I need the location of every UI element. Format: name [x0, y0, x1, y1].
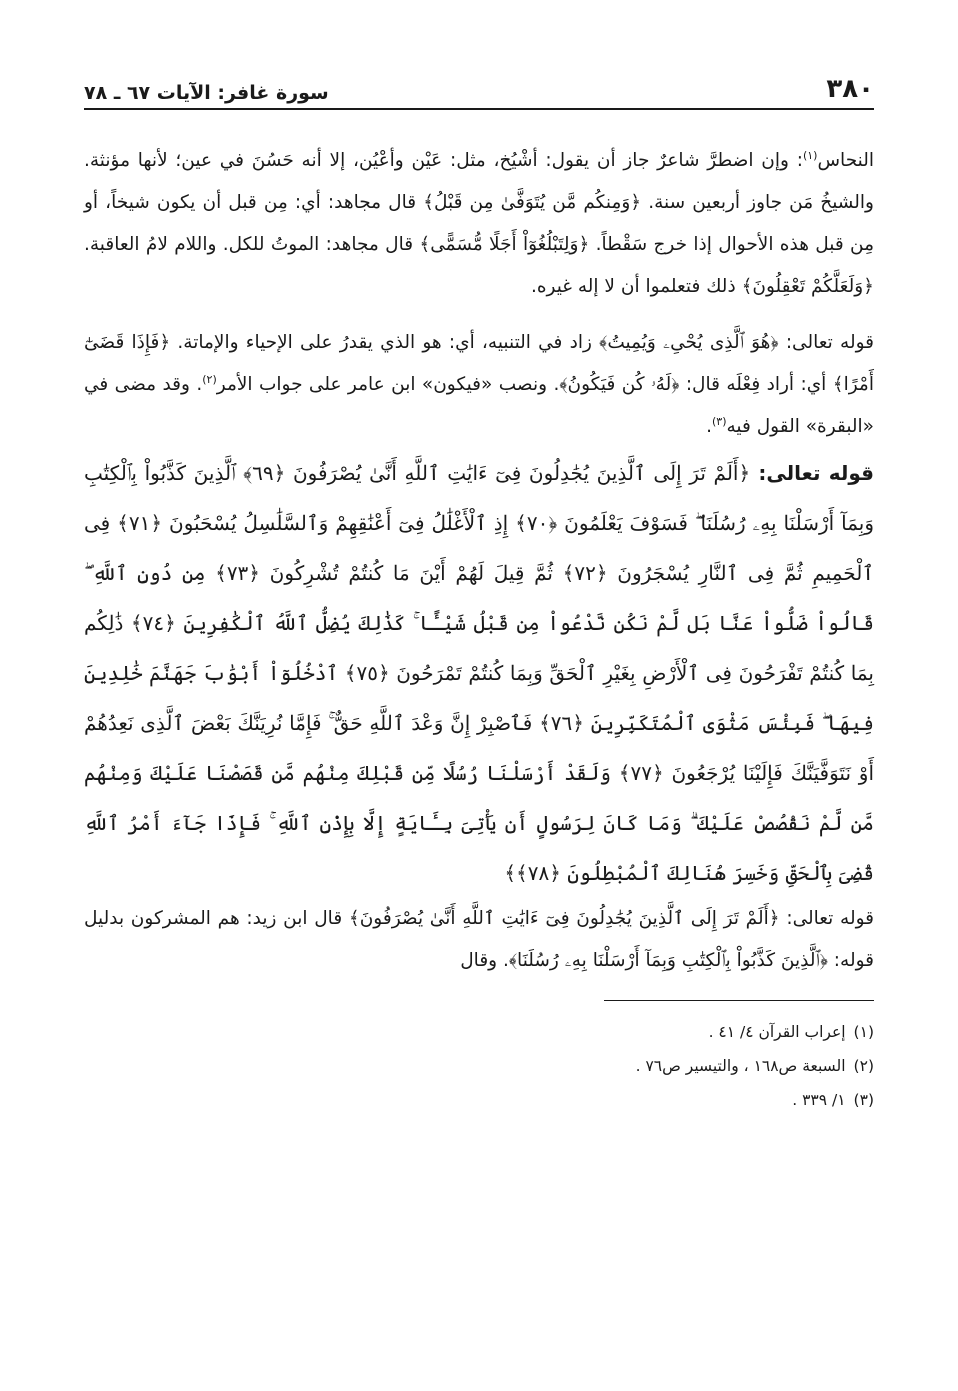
text-run: النحاس: [817, 150, 874, 171]
footnotes: [84, 1015, 874, 1117]
text-run: . وقد مضى في «البقرة» القول فيه: [84, 374, 874, 437]
quran-quote: ﴿هُوَ ٱلَّذِى يُحْىِۦ وَيُمِيتُ﴾: [599, 332, 779, 353]
text-run: زاد في التنبيه، أي: هو الذي يقدرُ على الإحياء والإماتة.: [170, 332, 600, 353]
commentary-paragraph: [84, 140, 874, 308]
text-run: : وإن اضطرَّ شاعرٌ جاز أن يقول: أشْيُخ، مثل: عَيْن وأعْيُن، إلا أنه حَسُنَ في عين؛ لأنها مؤنثة. والشيخُ مَن جاوز أربعين سنة.: [84, 150, 874, 213]
running-title: سورة غافر: الآيات ٦٧ ـ ٧٨: [84, 82, 329, 104]
quran-quote: ﴿أَلَمْ تَرَ إِلَى ٱلَّذِينَ يُجَٰدِلُونَ فِىٓ ءَايَٰتِ ٱللَّهِ أَنَّىٰ يُصْرَفُونَ﴾: [348, 908, 780, 929]
text-run: قال مجاهد: أي: مِن قبل أن يكون شيخاً، أو مِن قبل هذه الأحوال إذا خرج سَقْطاً.: [84, 192, 874, 255]
quran-quote: ﴿لَهُۥ كُن فَيَكُونُ﴾: [559, 374, 680, 395]
footnote-text: ١/ ٣٣٩ .: [792, 1091, 846, 1109]
text-run: . ونصب «فيكون» ابن عامر على جواب الأمر: [216, 374, 560, 395]
footnote-ref: (٢): [202, 372, 217, 386]
text-run: قوله تعالى:: [779, 908, 874, 929]
quran-quote: ﴿ٱلَّذِينَ كَذَّبُواْ بِٱلْكِتَٰبِ وَبِمَآ أَرْسَلْنَا بِهِۦ رُسُلَنَا﴾: [508, 950, 828, 971]
footnote-number: (١): [853, 1023, 874, 1041]
text-run: قال مجاهد: الموتُ للكل. واللام لامُ العاقبة.: [84, 234, 420, 255]
text-run: .: [706, 416, 712, 437]
footnote-text: إعراب القرآن ٤/ ٤١ .: [708, 1023, 846, 1041]
footnote-number: (٣): [853, 1091, 874, 1109]
footnote-number: (٢): [853, 1057, 874, 1075]
footnote-ref: (٣): [711, 414, 727, 428]
text-run: أي: أراد فِعْلَه قال:: [679, 374, 833, 395]
footnote-item: [84, 1015, 874, 1049]
verse-lead: قوله تعالى:: [750, 461, 874, 485]
main-text: [84, 140, 874, 982]
quran-quote: ﴿وَمِنكُم مَّن يُتَوَفَّىٰ مِن قَبْلُ﴾: [423, 192, 642, 213]
quran-quote: ﴿وَلَعَلَّكُمْ تَعْقِلُونَ﴾: [741, 276, 874, 297]
commentary-paragraph-after: [84, 898, 874, 982]
footnote-item: [84, 1083, 874, 1117]
book-page: [84, 70, 874, 1360]
quran-verse-block: [84, 448, 874, 898]
text-run: قال ابن زيد: هم المشركون بدليل قوله:: [84, 908, 874, 971]
text-run: قوله تعالى:: [778, 332, 874, 353]
footnote-ref: (١): [802, 148, 818, 162]
text-run: ذلك فتعلموا أن لا إله غيره.: [530, 276, 742, 297]
quran-quote: ﴿فَإِذَا قَضَىٰٓ أَمْرًا﴾: [84, 332, 874, 395]
text-run: . وقال: [460, 950, 509, 971]
footnote-text: السبعة ص١٦٨ ، والتيسير ص٧٦ .: [635, 1057, 846, 1075]
page-number: ٣٨٠: [826, 74, 874, 104]
quran-verses: ﴿أَلَمْ تَرَ إِلَى ٱلَّذِينَ يُجَٰدِلُونَ فِىٓ ءَايَٰتِ ٱللَّهِ أَنَّىٰ يُصْرَفُونَ ﴿٦٩﴾ ٱلَّذِينَ كَذَّبُواْ بِٱلْكِتَٰبِ وَبِمَآ أَرْسَلْنَا بِهِۦ رُسُلَنَا ۖ فَسَوْفَ يَعْلَمُونَ ﴿٧٠﴾ إِذِ ٱلْأَغْلَٰلُ فِىٓ أَعْنَٰقِهِمْ وَٱلسَّلَٰسِلُ يُسْحَبُونَ ﴿٧١﴾ فِى ٱلْحَمِيمِ ثُمَّ فِى ٱلنَّارِ يُسْجَرُونَ ﴿٧٢﴾ ثُمَّ قِيلَ لَهُمْ أَيْنَ مَا كُنتُمْ تُشْرِكُونَ ﴿٧٣﴾ مِن دُونِ ٱللَّهِ ۖ قَالُواْ ضَلُّواْ عَنَّا بَل لَّمْ نَكُن نَّدْعُواْ مِن قَبْلُ شَيْـًٔا ۚ كَذَٰلِكَ يُضِلُّ ٱللَّهُ ٱلْكَٰفِرِينَ ﴿٧٤﴾ ذَٰلِكُم بِمَا كُنتُمْ تَفْرَحُونَ فِى ٱلْأَرْضِ بِغَيْرِ ٱلْحَقِّ وَبِمَا كُنتُمْ تَمْرَحُونَ ﴿٧٥﴾ ٱدْخُلُوٓاْ أَبْوَٰبَ جَهَنَّمَ خَٰلِدِينَ فِيهَا ۖ فَبِئْسَ مَثْوَى ٱلْمُتَكَبِّرِينَ ﴿٧٦﴾ فَٱصْبِرْ إِنَّ وَعْدَ ٱللَّهِ حَقٌّ ۚ فَإِمَّا نُرِيَنَّكَ بَعْضَ ٱلَّذِى نَعِدُهُمْ أَوْ نَتَوَفَّيَنَّكَ فَإِلَيْنَا يُرْجَعُونَ ﴿٧٧﴾ وَلَقَدْ أَرْسَلْنَا رُسُلًا مِّن قَبْلِكَ مِنْهُم مَّن قَصَصْنَا عَلَيْكَ وَمِنْهُم مَّن لَّمْ نَقْصُصْ عَلَيْكَ ۗ وَمَا كَانَ لِرَسُولٍ أَن يَأْتِىَ بِـَٔايَةٍ إِلَّا بِإِذْنِ ٱللَّهِ ۚ فَإِذَا جَآءَ أَمْرُ ٱللَّهِ قُضِىَ بِٱلْحَقِّ وَخَسِرَ هُنَالِكَ ٱلْمُبْطِلُونَ ﴿٧٨﴾﴾: [84, 461, 875, 885]
footnote-divider: [604, 1000, 874, 1001]
footnote-item: [84, 1049, 874, 1083]
page-header: [84, 70, 874, 110]
commentary-paragraphs: [84, 140, 874, 448]
commentary-paragraph: [84, 322, 874, 448]
quran-quote: ﴿وَلِتَبْلُغُوٓاْ أَجَلًا مُّسَمًّى﴾: [419, 234, 590, 255]
